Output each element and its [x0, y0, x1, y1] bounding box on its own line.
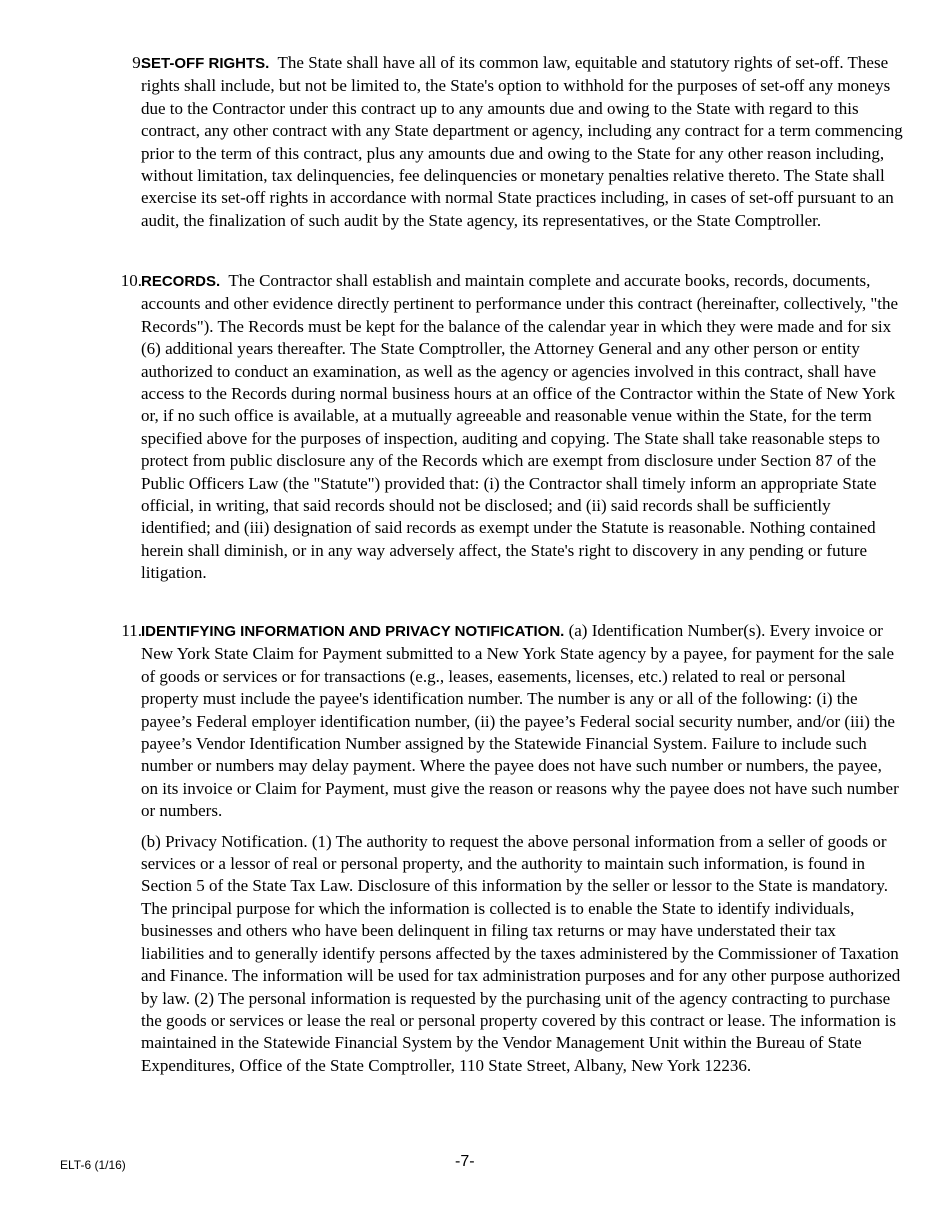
section-number: 10.: [120, 271, 142, 290]
section-records: [108, 270, 903, 585]
section-body: (a) Identification Number(s). Every invoice or New York State Claim for Payment submitted to a New York State agency by a payee, for payment for the sale of goods or services or for transactions (e.g., leases, easements, licenses, etc.) related to real or personal property must include the payee's identification number. The number is any or all of the following: (i) the payee’s Federal employer identification number, (ii) the payee’s Federal social security number, and/or (iii) the payee’s Vendor Identification Number assigned by the Statewide Financial System. Failure to include such number or numbers may delay payment. Where the payee does not have such number or numbers, the payee, on its invoice or Claim for Payment, must give the reason or reasons why the payee does not have such number or numbers.: [141, 621, 899, 821]
section-set-off-rights: [108, 52, 903, 232]
page-number: -7-: [455, 1153, 475, 1170]
section-number: 11.: [121, 621, 142, 640]
form-code: ELT-6 (1/16): [60, 1158, 126, 1172]
section-number: 9.: [132, 53, 145, 72]
privacy-notification-paragraph: (b) Privacy Notification. (1) The authority to request the above personal information from a seller of goods or services or a lessor of real or personal property, and the authority to maintain such information, is found in Section 5 of the State Tax Law. Disclosure of this information by the seller or lessor to the State is mandatory. The principal purpose for which the information is collected is to enable the State to identify individuals, businesses and others who have been delinquent in filing tax returns or may have understated their tax liabilities and to generally identify persons affected by the taxes administered by the Commissioner of Taxation and Finance. The information will be used for tax administration purposes and for any other purpose authorized by law. (2) The personal information is requested by the purchasing unit of the agency contracting to purchase the goods or services or lease the real or personal property covered by this contract or lease. The information is maintained in the Statewide Financial System by the Vendor Management Unit within the Bureau of State Expenditures, Office of the State Comptroller, 110 State Street, Albany, New York 12236.: [141, 831, 901, 1075]
section-body: The State shall have all of its common law, equitable and statutory rights of set-off. These rights shall include, but not be limited to, the State's option to withhold for the purposes of set-off any moneys due to the Contractor under this contract up to any amounts due and owing to the State with regard to this contract, any other contract with any State department or agency, including any contract for a term commencing prior to the term of this contract, plus any amounts due and owing to the State for any other reason including, without limitation, tax delinquencies, fee delinquencies or monetary penalties relative thereto. The State shall exercise its set-off rights in accordance with normal State practices including, in cases of set-off pursuant to an audit, the finalization of such audit by the State agency, its representatives, or the State Comptroller.: [141, 53, 903, 230]
section-paragraph: [141, 52, 903, 232]
section-heading: SET-OFF RIGHTS.: [141, 55, 270, 72]
section-heading: RECORDS.: [141, 273, 221, 290]
section-paragraph: [141, 620, 903, 823]
section-paragraph: [141, 270, 903, 585]
section-heading: IDENTIFYING INFORMATION AND PRIVACY NOTIFICATION.: [141, 623, 565, 640]
section-identifying-information: [108, 620, 903, 1077]
section-body: The Contractor shall establish and maintain complete and accurate books, records, documents, accounts and other evidence directly pertinent to performance under this contract (hereinafter, collectively, "the Records"). The Records must be kept for the balance of the calendar year in which they were made and for six (6) additional years thereafter. The State Comptroller, the Attorney General and any other person or entity authorized to conduct an examination, as well as the agency or agencies involved in this contract, shall have access to the Records during normal business hours at an office of the Contractor within the State of New York or, if no such office is available, at a mutually agreeable and reasonable venue within the State, for the term specified above for the purposes of inspection, auditing and copying. The State shall take reasonable steps to protect from public disclosure any of the Records which are exempt from disclosure under Section 87 of the Public Officers Law (the "Statute") provided that: (i) the Contractor shall timely inform an appropriate State official, in writing, that said records should not be disclosed; and (ii) said records shall be sufficiently identified; and (iii) designation of said records as exempt under the Statute is reasonable. Nothing contained herein shall diminish, or in any way adversely affect, the State's right to discovery in any pending or future litigation.: [141, 271, 899, 583]
